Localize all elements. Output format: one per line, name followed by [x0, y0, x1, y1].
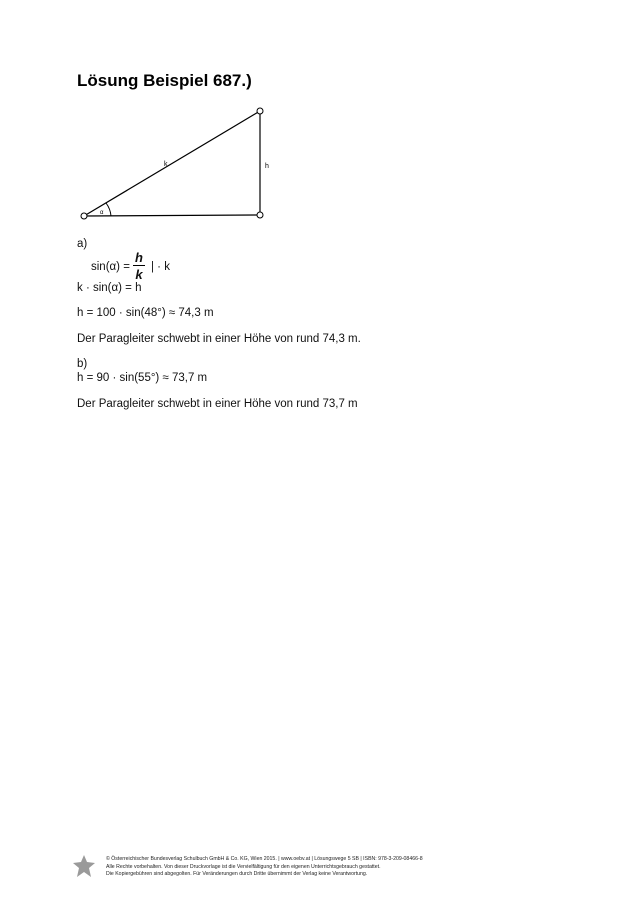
part-b-answer: Der Paragleiter schwebt in einer Höhe von rund 73,7 m — [77, 398, 358, 410]
base-side — [84, 215, 260, 216]
footer-line1: © Österreichischer Bundesverlag Schulbuch GmbH & Co. KG, Wien 2015. | www.oebv.at | Lösungswege 5 SB | ISBN: 978-3-209-08466-8 — [106, 856, 423, 862]
label-h: h — [265, 163, 269, 170]
fraction-h-over-k — [133, 250, 145, 282]
publisher-logo-icon — [73, 855, 95, 879]
part-a-line3: h = 100 · sin(48°) ≈ 74,3 m — [77, 307, 214, 319]
hypotenuse-k — [84, 111, 260, 216]
part-b-label: b) — [77, 358, 88, 370]
fraction-numerator: h — [135, 250, 143, 265]
label-alpha: α — [100, 210, 104, 216]
angle-arc — [106, 203, 111, 216]
equation-operation: | · k — [151, 261, 170, 273]
fraction-bar — [133, 265, 145, 266]
triangle-diagram — [0, 0, 640, 240]
part-a-label: a) — [77, 238, 88, 250]
page-title: Lösung Beispiel 687.) — [77, 71, 252, 90]
part-b-line1: h = 90 · sin(55°) ≈ 73,7 m — [77, 372, 208, 384]
footer-line2: Alle Rechte vorbehalten. Von dieser Druckvorlage ist die Vervielfältigung für den eigenen Unterrichtsgebrauch gestattet. — [106, 863, 381, 870]
label-k: k — [164, 161, 168, 168]
sin-equation-lhs: sin(α) = — [91, 261, 130, 273]
footer-copyright — [106, 856, 423, 879]
vertex-a — [81, 213, 87, 219]
fraction-denominator: k — [135, 267, 143, 282]
vertex-top — [257, 108, 263, 114]
footer-line3: Die Kopiergebühren sind abgegolten. Für Veränderungen durch Dritte übernimmt der Verlag keine Verantwortung. — [106, 871, 368, 877]
part-a-line2: k · sin(α) = h — [77, 282, 142, 294]
part-a-answer: Der Paragleiter schwebt in einer Höhe von rund 74,3 m. — [77, 333, 361, 345]
vertex-right — [257, 212, 263, 218]
